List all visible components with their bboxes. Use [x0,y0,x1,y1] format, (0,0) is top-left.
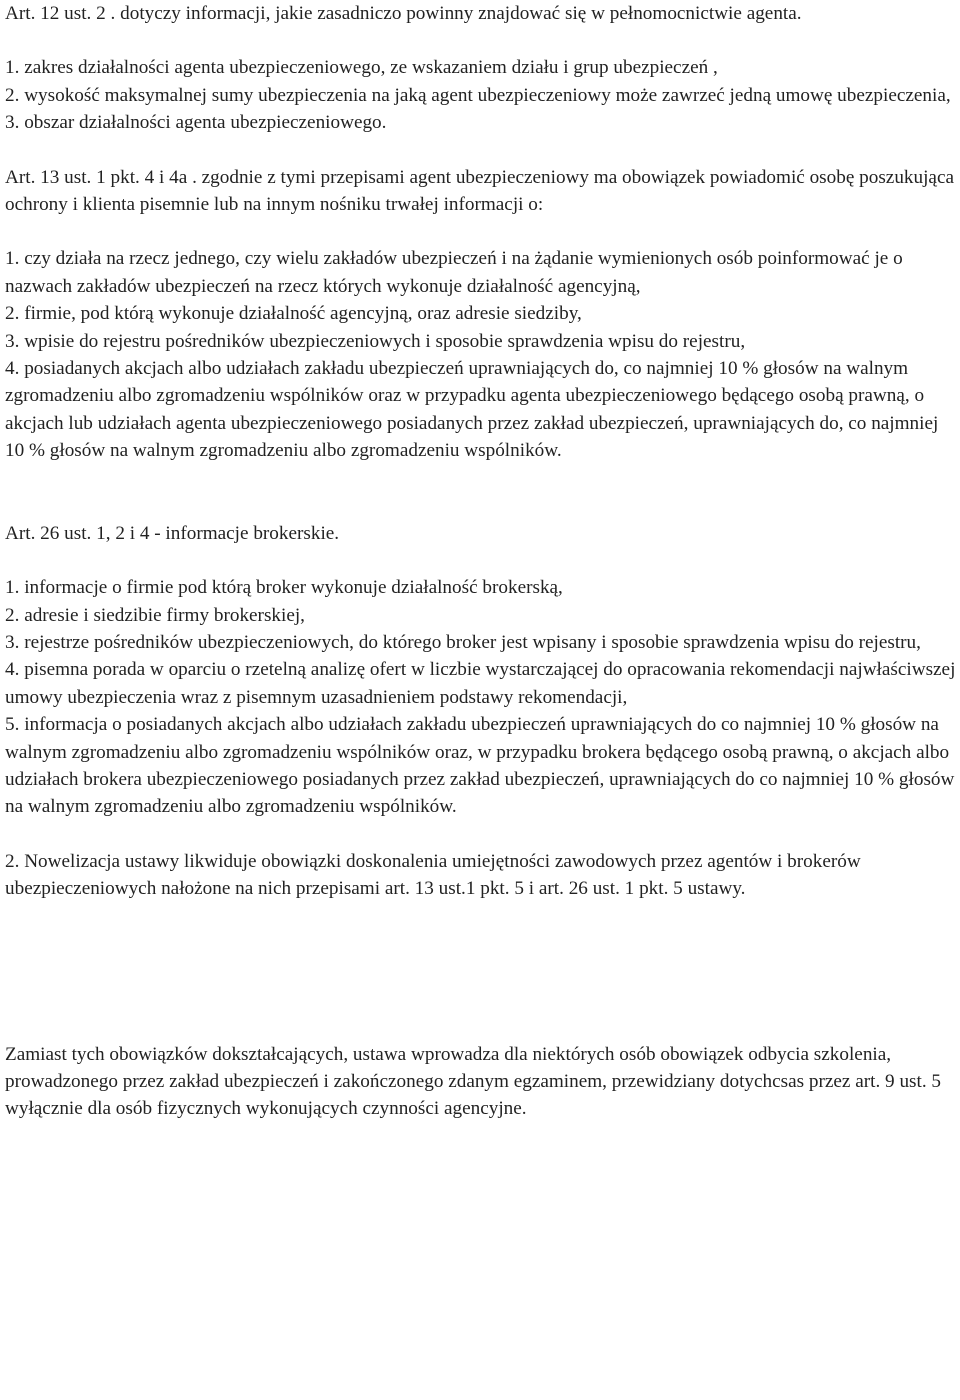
section1-intro: Art. 12 ust. 2 . dotyczy informacji, jakie zasadniczo powinny znajdować się w pełnomocnictwie agenta. [5,3,802,24]
section4-text: 2. Nowelizacja ustawy likwiduje obowiązki doskonalenia umiejętności zawodowych przez agentów i brokerów ubezpieczeniowych nałożone na nich przepisami art. 13 ust.1 pkt. 5 i art. 26 ust. 1 pkt. 5 ustawy. [5,850,861,900]
section3-item-4: 4. pisemna porada w oparciu o rzetelną analizę ofert w liczbie wystarczającej do opracowania rekomendacji najwłaściwszej umowy ubezpieczenia wraz z pisemnym uzasadnieniem podstawy rekomendacji, [5,659,956,708]
section1-item-2: 2. wysokość maksymalnej sumy ubezpieczenia na jaką agent ubezpieczeniowy może zawrzeć jedną umowę ubezpieczenia, [5,84,951,106]
spacer [5,465,958,520]
section3-item-3: 3. rejestrze pośredników ubezpieczeniowych, do którego broker jest wpisany i sposobie sprawdzenia wpisu do rejestru, [5,631,921,653]
section1-item-3: 3. obszar działalności agenta ubezpieczeniowego. [5,112,387,134]
section2-item-4: 4. posiadanych akcjach albo udziałach zakładu ubezpieczeń uprawniających do, co najmniej 10 % głosów na walnym zgromadzeniu albo zgromadzeniu wspólników oraz w przypadku agenta ubezpieczeniowego będącego osobą prawną, o akcjach lub udziałach agenta ubezpieczeniowego posiadanych przez zakład ubezpieczeń, uprawniających do, co najmniej 10 % głosów na walnym zgromadzeniu albo zgromadzeniu wspólników. [5,358,939,462]
section2-item-2: 2. firmie, pod którą wykonuje działalność agencyjną, oraz adresie siedziby, [5,303,582,325]
section5-text: Zamiast tych obowiązków dokształcających, ustawa wprowadza dla niektórych osób obowiązek odbycia szkolenia, prowadzonego przez zakład ubezpieczeń i zakończonego zdanym egzaminem, przewidziany dotychcsas przez art. 9 ust. 5 wyłącznie dla osób fizycznych wykonujących czynności agencyjne. [5,1043,942,1120]
spacer [5,821,958,848]
section2-item-3: 3. wpisie do rejestru pośredników ubezpieczeniowych i sposobie sprawdzenia wpisu do rejestru, [5,330,746,352]
spacer [5,137,958,164]
spacer [5,547,958,574]
spacer [5,27,958,54]
spacer [5,903,958,1041]
section3-intro: Art. 26 ust. 1, 2 i 4 - informacje brokerskie. [5,522,340,544]
section3-item-1: 1. informacje o firmie pod którą broker wykonuje działalność brokerską, [5,577,563,599]
spacer [5,218,958,245]
section2-intro: Art. 13 ust. 1 pkt. 4 i 4a . zgodnie z tymi przepisami agent ubezpieczeniowy ma obowiązek powiadomić osobę poszukująca ochrony i klienta pisemnie lub na innym nośniku trwałej informacji o: [5,166,954,216]
section2-item-1: 1. czy działa na rzecz jednego, czy wielu zakładów ubezpieczeń i na żądanie wymienionych osób poinformować je o nazwach zakładów ubezpieczeń na rzecz których wykonuje działalność agencyjną, [5,248,903,297]
document-body [5,0,958,1123]
section3-item-5: 5. informacja o posiadanych akcjach albo udziałach zakładu ubezpieczeń uprawniających do co najmniej 10 % głosów na walnym zgromadzeniu albo zgromadzeniu wspólników oraz, w przypadku brokera będącego osobą prawną, o akcjach albo udziałach brokera ubezpieczeniowego posiadanych przez zakład ubezpieczeń, uprawniających do co najmniej 10 % głosów na walnym zgromadzeniu albo zgromadzeniu wspólników. [5,714,955,818]
section1-item-1: 1. zakres działalności agenta ubezpieczeniowego, ze wskazaniem działu i grup ubezpieczeń , [5,57,718,79]
section3-item-2: 2. adresie i siedzibie firmy brokerskiej, [5,604,305,626]
